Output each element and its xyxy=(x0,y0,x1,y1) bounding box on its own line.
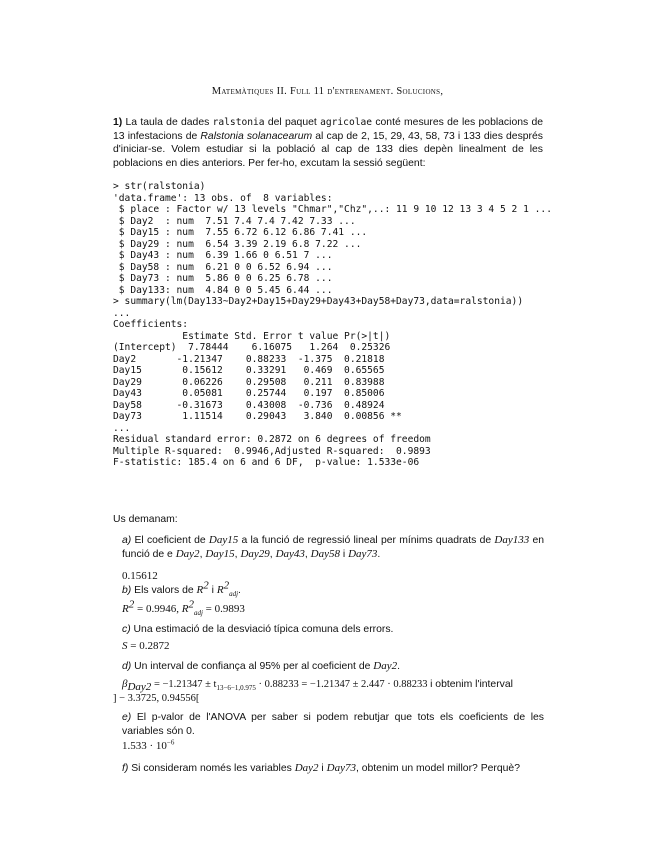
code-line: $ Day29 : num 6.54 3.39 2.19 6.8 7.22 ... xyxy=(113,238,362,250)
answer-d: $\beta_{Day2} = -1.21347 \pm t_{13-6-1,0.975} \cdot 0.88233 = -1.21347 \pm 2.447 \cdot 0.88233$ i obtenim l'interval ] − 3.3725, 0.94556[ xyxy=(113,678,513,704)
code-line: ... xyxy=(113,422,131,434)
package-name: agricolae xyxy=(320,117,373,128)
code-line: $ Day73 : num 5.86 0 0 6.25 6.78 ... xyxy=(113,273,333,284)
answer-b: $R^2 = 0.9946$, $R^2_{adj} = 0.9893$ xyxy=(122,598,245,618)
dataset-name: ralstonia xyxy=(212,117,265,128)
question-b: b) Els valors de $R^2$ i $R^2_{adj}$. xyxy=(122,579,241,599)
code-line: Coefficients: xyxy=(113,319,189,330)
code-line: $ Day133: num 4.84 0 0 5.45 6.44 ... xyxy=(113,284,333,296)
r-session-output xyxy=(113,181,552,469)
code-line: Day29 0.06226 0.29508 0.211 0.83988 xyxy=(113,376,385,388)
question-c: c) Una estimació de la desviació típica comuna dels errors. xyxy=(122,624,394,635)
exercise-number: 1) xyxy=(113,117,123,128)
code-line: Day58 -0.31673 0.43008 -0.736 0.48924 xyxy=(113,399,385,411)
question-f: f) Si consideram només les variables Day2 i Day73, obtenim un model millor? Perquè? xyxy=(122,762,520,774)
question-e: e) El p-valor de l'ANOVA per saber si podem rebutjar que tots els coeficients de les variables són 0. xyxy=(122,712,544,737)
code-line: $ Day2 : num 7.51 7.4 7.4 7.42 7.33 ... xyxy=(113,215,356,227)
code-line: Day15 0.15612 0.33291 0.469 0.65565 xyxy=(113,365,385,376)
code-line: 'data.frame': 13 obs. of 8 variables: xyxy=(113,192,333,204)
answer-a: 0.15612 xyxy=(122,570,158,582)
answer-e: $1.533 \cdot 10^{-6}$ xyxy=(122,738,175,752)
ask-label: Us demanam: xyxy=(113,514,178,525)
code-line: ... xyxy=(113,307,131,319)
question-d: d) Un interval de confiança al 95% per al coeficient de Day2. xyxy=(122,660,400,672)
question-a: a) El coeficient de Day15 a la funció de regressió lineal per mínims quadrats de Day133 en funció de e Day2, Day15, Day29, Day43, Day58 i Day73. xyxy=(122,534,545,560)
code-line: Day43 0.05081 0.25744 0.197 0.85006 xyxy=(113,388,385,399)
code-line: Multiple R-squared: 0.9946,Adjusted R-squared: 0.9893 xyxy=(113,445,431,457)
exercise-intro: 1) La taula de dades ralstonia del paquet agricolae conté mesures de les poblacions de 13 infestacions de Ralstonia solanacearum al cap de 2, 15, 29, 43, 58, 73 i 133 dies després d'iniciar-se. Volem estudiar si la població al cap de 133 dies depèn linealment de les poblacions en dies anteriors. Per fer-ho, excutam la sessió següent: xyxy=(113,117,544,169)
code-line: $ Day43 : num 6.39 1.66 0 6.51 7 ... xyxy=(113,250,333,261)
code-line: $ place : Factor w/ 13 levels "Chmar","Chz",..: 11 9 10 12 13 3 4 5 2 1 ... xyxy=(113,204,552,215)
code-line: > summary(lm(Day133~Day2+Day15+Day29+Day43+Day58+Day73,data=ralstonia)) xyxy=(113,296,524,307)
code-line: > str(ralstonia) xyxy=(113,181,206,192)
code-line: Estimate Std. Error t value Pr(>|t|) xyxy=(113,330,391,342)
code-block xyxy=(113,181,552,469)
code-line: $ Day15 : num 7.55 6.72 6.12 6.86 7.41 ... xyxy=(113,227,368,238)
code-line: $ Day58 : num 6.21 0 0 6.52 6.94 ... xyxy=(113,261,333,273)
code-line: Day2 -1.21347 0.88233 -1.375 0.21818 xyxy=(113,353,385,365)
species-name: Ralstonia solanacearum xyxy=(200,130,313,142)
code-line: F-statistic: 185.4 on 6 and 6 DF, p-value: 1.533e-06 xyxy=(113,457,420,468)
answer-c: S = 0.2872 xyxy=(122,640,170,652)
code-line: (Intercept) 7.78444 6.16075 1.264 0.25326 xyxy=(113,342,391,353)
code-line: Day73 1.11514 0.29043 3.840 0.00856 ** xyxy=(113,411,402,422)
page-title: Matemàtiques II. Full 11 d'entrenament. Solucions, xyxy=(211,86,444,97)
code-line: Residual standard error: 0.2872 on 6 degrees of freedom xyxy=(113,434,431,445)
